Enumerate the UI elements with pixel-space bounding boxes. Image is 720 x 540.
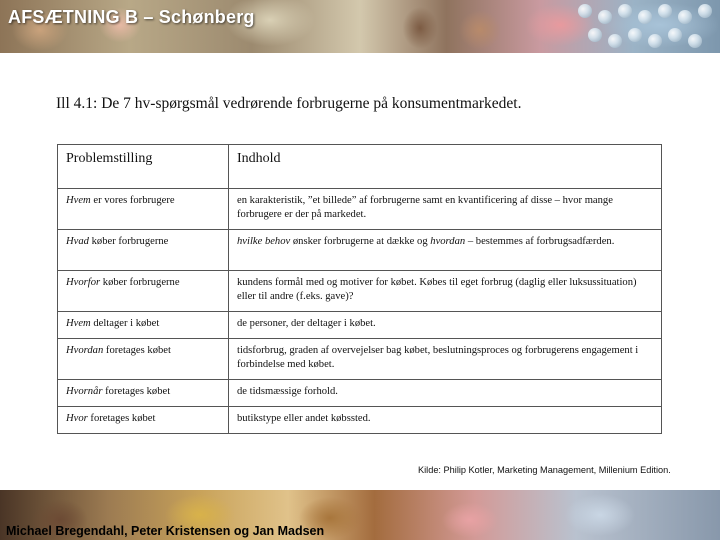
question-cell: Hvem deltager i købet [58,312,229,339]
illustration-caption: Ill 4.1: De 7 hv-spørgsmål vedrørende forbrugerne på konsumentmarkedet. [56,95,522,112]
content-cell: kundens formål med og motiver for købet. Købes til eget forbrug (daglig eller luksussituation) eller til andre (f.eks. gave)? [229,271,662,312]
header-photo-banner [0,0,720,53]
table-row [58,230,662,271]
table-row [58,271,662,312]
table-row [58,407,662,434]
content-cell: de tidsmæssige forhold. [229,380,662,407]
content-cell: hvilke behov ønsker forbrugerne at dække og hvordan – bestemmes af forbrugsadfærden. [229,230,662,271]
content-cell: butikstype eller andet købssted. [229,407,662,434]
table-row [58,380,662,407]
table-row [58,312,662,339]
footer-photo-banner [0,490,720,540]
authors-line: Michael Bregendahl, Peter Kristensen og Jan Madsen [6,524,325,538]
table-header-row [58,145,662,189]
question-cell: Hvad køber forbrugerne [58,230,229,271]
question-cell: Hvorfor køber forbrugerne [58,271,229,312]
question-cell: Hvor foretages købet [58,407,229,434]
slide-title: AFSÆTNING B – Schønberg [8,7,255,27]
table-row [58,339,662,380]
question-cell: Hvem er vores forbrugere [58,189,229,230]
source-citation: Kilde: Philip Kotler, Marketing Management, Millenium Edition. [418,465,671,475]
content-cell: de personer, der deltager i købet. [229,312,662,339]
decorative-bubbles [570,0,720,53]
questions-table [57,144,662,434]
column-header-content: Indhold [229,145,662,189]
table-row [58,189,662,230]
question-cell: Hvornår foretages købet [58,380,229,407]
content-cell: en karakteristik, ”et billede” af forbrugerne samt en kvantificering af disse – hvor mange forbrugere er der på markedet. [229,189,662,230]
content-cell: tidsforbrug, graden af overvejelser bag købet, beslutningsproces og forbrugerens engagement i forbindelse med købet. [229,339,662,380]
question-cell: Hvordan foretages købet [58,339,229,380]
column-header-problem: Problemstilling [58,145,229,189]
